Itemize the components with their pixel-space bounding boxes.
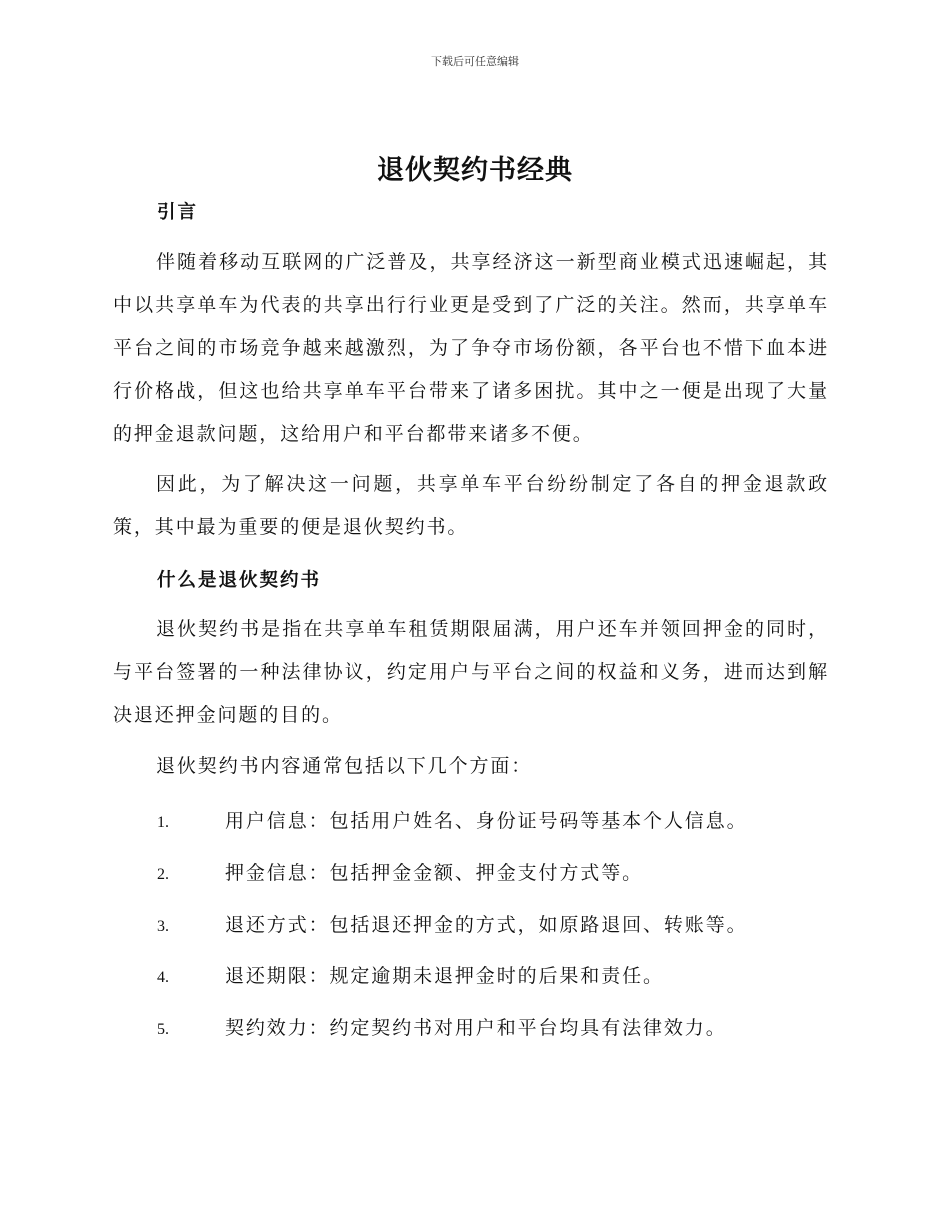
header-note: 下载后可任意编辑: [431, 55, 519, 68]
list-text: 用户信息：包括用户姓名、身份证号码等基本个人信息。: [225, 810, 748, 832]
intro-paragraph-1: 伴随着移动互联网的广泛普及，共享经济这一新型商业模式迅速崛起，其中以共享单车为代表的共享出行行业更是受到了广泛的关注。然而，共享单车平台之间的市场竞争越来越激烈，为了争夺市场份额，各平台也不惜下血本进行价格战，但这也给共享单车平台带来了诸多困扰。其中之一便是出现了大量的押金退款问题，这给用户和平台都带来诸多不便。: [113, 251, 829, 445]
section-heading-intro: 引言: [157, 202, 199, 223]
list-text: 退还期限：规定逾期未退押金时的后果和责任。: [225, 965, 664, 987]
list-number: 4.: [157, 969, 169, 986]
document-title: 退伙契约书经典: [377, 155, 573, 186]
list-text: 契约效力：约定契约书对用户和平台均具有法律效力。: [225, 1017, 727, 1039]
list-item: [157, 806, 748, 833]
list-item: [157, 858, 643, 885]
list-item: [157, 1013, 727, 1040]
list-item: [157, 910, 748, 937]
section-heading-definition: 什么是退伙契约书: [157, 570, 322, 591]
list-text: 退还方式：包括退还押金的方式，如原路退回、转账等。: [225, 914, 748, 936]
list-number: 5.: [157, 1021, 169, 1038]
list-item: [157, 961, 664, 988]
definition-paragraph-1: 退伙契约书是指在共享单车租赁期限届满，用户还车并领回押金的同时，与平台签署的一种法律协议，约定用户与平台之间的权益和义务，进而达到解决退还押金问题的目的。: [113, 618, 829, 726]
definition-paragraph-2: 退伙契约书内容通常包括以下几个方面：: [156, 755, 533, 777]
list-number: 2.: [157, 866, 169, 883]
list-number: 1.: [157, 814, 169, 831]
intro-paragraph-2: 因此，为了解决这一问题，共享单车平台纷纷制定了各自的押金退款政策，其中最为重要的便是退伙契约书。: [113, 473, 829, 538]
list-number: 3.: [157, 918, 169, 935]
list-text: 押金信息：包括押金金额、押金支付方式等。: [225, 862, 644, 884]
